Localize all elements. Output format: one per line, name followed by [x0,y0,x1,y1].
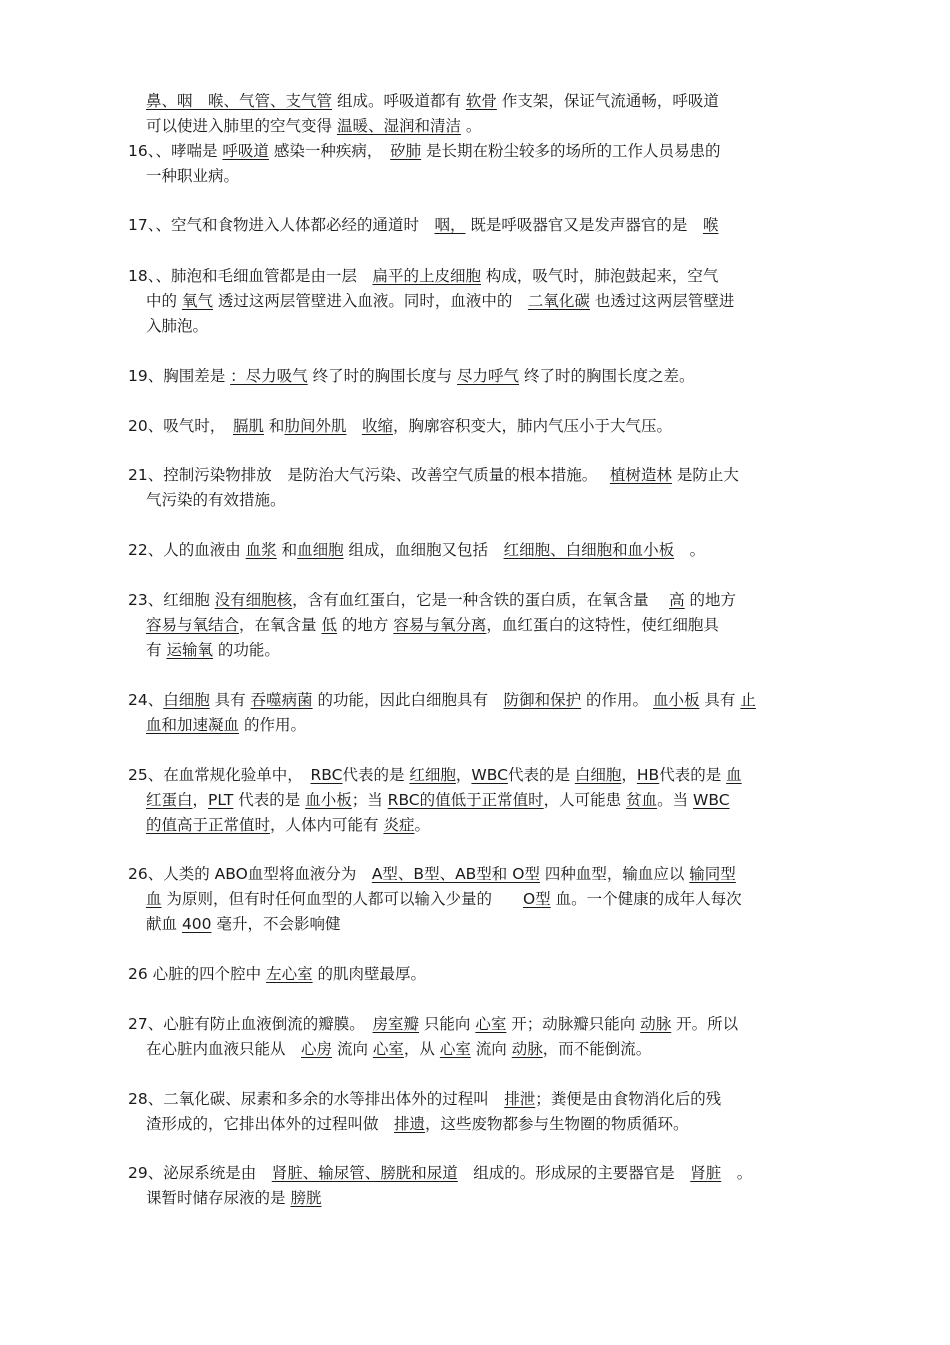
text: 22、人的血液由 [128,541,246,559]
text: 终了时的胸围长度与 [307,367,458,385]
line [128,364,838,389]
line [128,1112,838,1137]
text: 只能向 [419,1015,476,1033]
answer-blank: 扁平的上皮细胞 [372,267,481,285]
answer-blank: 心房 [301,1040,333,1058]
text: 和 [276,541,298,559]
question-21 [128,463,838,513]
text: 。 [674,541,706,559]
answer-blank: 输同型 [689,865,736,883]
answer-blank: HB [636,766,660,784]
answer-blank: RBC [310,766,343,784]
answer-blank: 呼吸道 [222,142,269,160]
text: 终了时的胸围长度之差。 [519,367,695,385]
line [128,289,838,314]
answer-blank: 排遗 [394,1115,426,1133]
line: 入肺泡。 [146,317,209,335]
text: 。当 [657,791,694,809]
line [128,1012,838,1037]
text: 28、二氧化碳、尿素和多余的水等排出体外的过程叫 [128,1090,505,1108]
text: 29、泌尿系统是由 [128,1164,272,1182]
text: 课暂时储存尿液的是 [146,1189,291,1207]
text: 是长期在粉尘较多的场所的工作人员易患的 [421,142,721,160]
text: 代表的是 [342,766,410,784]
text: ；粪便是由食物消化后的残 [535,1090,722,1108]
line [128,264,838,289]
answer-blank: 肋间外肌 [284,417,347,435]
text: 17、、空气和食物进入人体都必经的通道时 [128,216,435,234]
line [128,912,838,937]
text: 血。一个健康的成年人每次 [550,890,742,908]
text: ，而不能倒流。 [542,1040,652,1058]
text: ，从 [403,1040,440,1058]
text: 作支架，保证气流通畅，呼吸道 [496,92,719,110]
text: 既是呼吸器官又是发声器官的是 [465,216,703,234]
answer-blank: 收缩 [361,417,393,435]
answer-blank: 血 [726,766,742,784]
line [128,613,838,638]
answer-blank: 白细胞 [574,766,622,784]
text: ，含有血红蛋白，它是一种含铁的蛋白质，在氧含量 [292,591,670,609]
answer-blank: 心室 [439,1040,471,1058]
text: ；当 [351,791,388,809]
text: 。 [460,117,482,135]
text: 26 心脏的四个腔中 [128,965,267,983]
text: ，人可能患 [543,791,627,809]
answer-blank: 咽， [434,216,466,234]
text: ，血红蛋白的这特性，使红细胞具 [486,616,719,634]
line [128,588,838,613]
answer-blank: 血和加速凝血 [146,716,240,734]
answer-blank: 肾脏、输尿管、膀胱和尿道 [271,1164,458,1182]
line [128,89,838,114]
answer-blank: 红蛋白 [146,791,193,809]
line [128,1186,838,1211]
question-25 [128,763,838,838]
text: ， [192,791,209,809]
answer-blank: 低 [321,616,337,634]
text: 代表的是 [659,766,727,784]
answer-blank: 膈肌 [232,417,264,435]
answer-blank: 的值高于正常值时 [146,816,271,834]
question-26-heart [128,962,838,987]
text: 24、 [128,691,164,709]
text: 的功能，因此白细胞具有 [312,691,504,709]
text: 16、、哮喘是 [128,142,223,160]
text: 。 [721,1164,753,1182]
text: 透过这两层管壁进入血液。同时，血液中的 [212,292,528,310]
line [128,763,838,788]
answer-blank: 红细胞 [409,766,456,784]
answer-blank: 贫血 [626,791,658,809]
answer-blank: 房室瓣 [372,1015,419,1033]
answer-blank: 容易与氧结合 [146,616,240,634]
line [128,862,838,887]
answer-blank: 尽力呼气 [457,367,520,385]
question-26 [128,862,838,937]
text: 献血 [146,915,182,933]
answer-blank: 防御和保护 [503,691,582,709]
question-19 [128,364,838,389]
line [128,114,838,139]
answer-blank: WBC [471,766,508,784]
text: 25、在血常规化验单中， [128,766,311,784]
answer-blank: ：尽力吸气 [230,367,308,385]
text: 代表的是 [507,766,575,784]
line [128,813,838,838]
line [128,638,838,663]
question-29 [128,1161,838,1211]
text [346,417,362,435]
line [128,962,838,987]
text: 代表的是 [233,791,306,809]
answer-blank: 二氧化碳 [527,292,590,310]
text: 也透过这两层管壁进 [589,292,735,310]
text: 和 [264,417,285,435]
line [128,688,838,713]
text: 26、人类的 ABO血型将血液分为 [128,865,372,883]
answer-blank: 高 [669,591,685,609]
text: 的功能。 [212,641,280,659]
answer-blank: 没有细胞核 [214,591,293,609]
answer-blank: 肾脏 [690,1164,722,1182]
line [128,213,838,238]
line [128,1037,838,1062]
answer-blank: 鼻、咽 喉、气管、支气管 [146,92,333,110]
text: 在心脏内血液只能从 [146,1040,302,1058]
text: 可以使进入肺里的空气变得 [146,117,337,135]
text: ，这些废物都参与生物圈的物质循环。 [425,1115,689,1133]
text: ，人体内可能有 [270,816,384,834]
text: ，在氧含量 [239,616,322,634]
line [128,788,838,813]
answer-blank: PLT [208,791,234,809]
answer-blank: 白细胞 [163,691,210,709]
answer-blank: 运输氧 [166,641,213,659]
text: 是防止大 [671,466,739,484]
answer-blank: 膀胱 [290,1189,322,1207]
answer-blank: 动脉 [640,1015,672,1033]
answer-blank: WBC [693,791,730,809]
answer-blank: 左心室 [266,965,313,983]
text: 21、控制污染物排放 是防治大气污染、改善空气质量的根本措施。 [128,466,610,484]
line [128,713,838,738]
line [128,414,838,439]
answer-blank: 血 [146,890,162,908]
answer-blank: RBC的值低于正常值时 [387,791,544,809]
question-20 [128,414,838,439]
answer-blank: 软骨 [465,92,497,110]
answer-blank: 400 [181,915,212,933]
answer-blank: 喉 [702,216,719,234]
question-24 [128,688,838,738]
answer-blank: 心室 [372,1040,404,1058]
text: 感染一种疾病， [268,142,391,160]
text: 流向 [332,1040,373,1058]
text: 的地方 [336,616,394,634]
answer-blank: 容易与氧分离 [393,616,487,634]
question-16 [128,139,838,189]
text: 组成，血细胞又包括 [343,541,504,559]
text: 四种血型，输血应以 [539,865,690,883]
text: 构成，吸气时，肺泡鼓起来，空气 [481,267,719,285]
text: 开；动脉瓣只能向 [506,1015,641,1033]
question-17 [128,213,838,238]
question-23 [128,588,838,663]
answer-blank: 血浆 [245,541,277,559]
text: ， [621,766,637,784]
question-22 [128,538,838,563]
text: 开。所以 [671,1015,739,1033]
text: 的肌肉壁最厚。 [312,965,427,983]
text: 的作用。 [239,716,306,734]
text: ， [455,766,472,784]
answer-blank: 炎症 [383,816,415,834]
text: 为原则，但有时任何血型的人都可以输入少量的 [161,890,523,908]
answer-blank: A型、B型、AB型和 O型 [371,865,540,883]
text: 。 [414,816,430,834]
text: 18、、肺泡和毛细血管都是由一层 [128,267,373,285]
text: 27、心脏有防止血液倒流的瓣膜。 [128,1015,373,1033]
question-18 [128,264,838,339]
line [128,139,838,164]
answer-blank: 止 [740,691,756,709]
text: 组成的。形成尿的主要器官是 [457,1164,691,1182]
text: 流向 [470,1040,512,1058]
answer-blank: 红细胞、白细胞和血小板 [503,541,675,559]
question-27 [128,1012,838,1062]
line [128,887,838,912]
text: 23、红细胞 [128,591,215,609]
question-15-continued [128,89,838,139]
line [128,538,838,563]
text: 组成。呼吸道都有 [332,92,466,110]
text: 具有 [209,691,251,709]
text: 中的 [146,292,182,310]
text: 的地方 [684,591,737,609]
answer-blank: 血小板 [652,691,700,709]
text: 19、胸围差是 [128,367,231,385]
line: 一种职业病。 [146,167,240,185]
text: 有 [146,641,167,659]
answer-blank: 心室 [475,1015,507,1033]
line [128,1161,838,1186]
answer-blank: 氧气 [181,292,213,310]
answer-blank: 血小板 [305,791,352,809]
answer-blank: O型 [522,890,551,908]
line [128,463,838,488]
text: 的作用。 [581,691,653,709]
answer-blank: 血细胞 [297,541,344,559]
text: ，胸廓容积变大，肺内气压小于大气压。 [392,417,672,435]
answer-blank: 矽肺 [390,142,422,160]
question-28 [128,1087,838,1137]
text: 具有 [699,691,741,709]
text: 渣形成的，它排出体外的过程叫做 [146,1115,395,1133]
answer-blank: 排泄 [504,1090,536,1108]
answer-blank: 植树造林 [609,466,672,484]
text: 毫升，不会影响健 [211,915,341,933]
answer-blank: 温暖、湿润和清洁 [336,117,461,135]
answer-blank: 动脉 [511,1040,543,1058]
line: 气污染的有效措施。 [146,491,286,509]
text: 20、吸气时， [128,417,233,435]
line [128,1087,838,1112]
answer-blank: 吞噬病菌 [250,691,313,709]
